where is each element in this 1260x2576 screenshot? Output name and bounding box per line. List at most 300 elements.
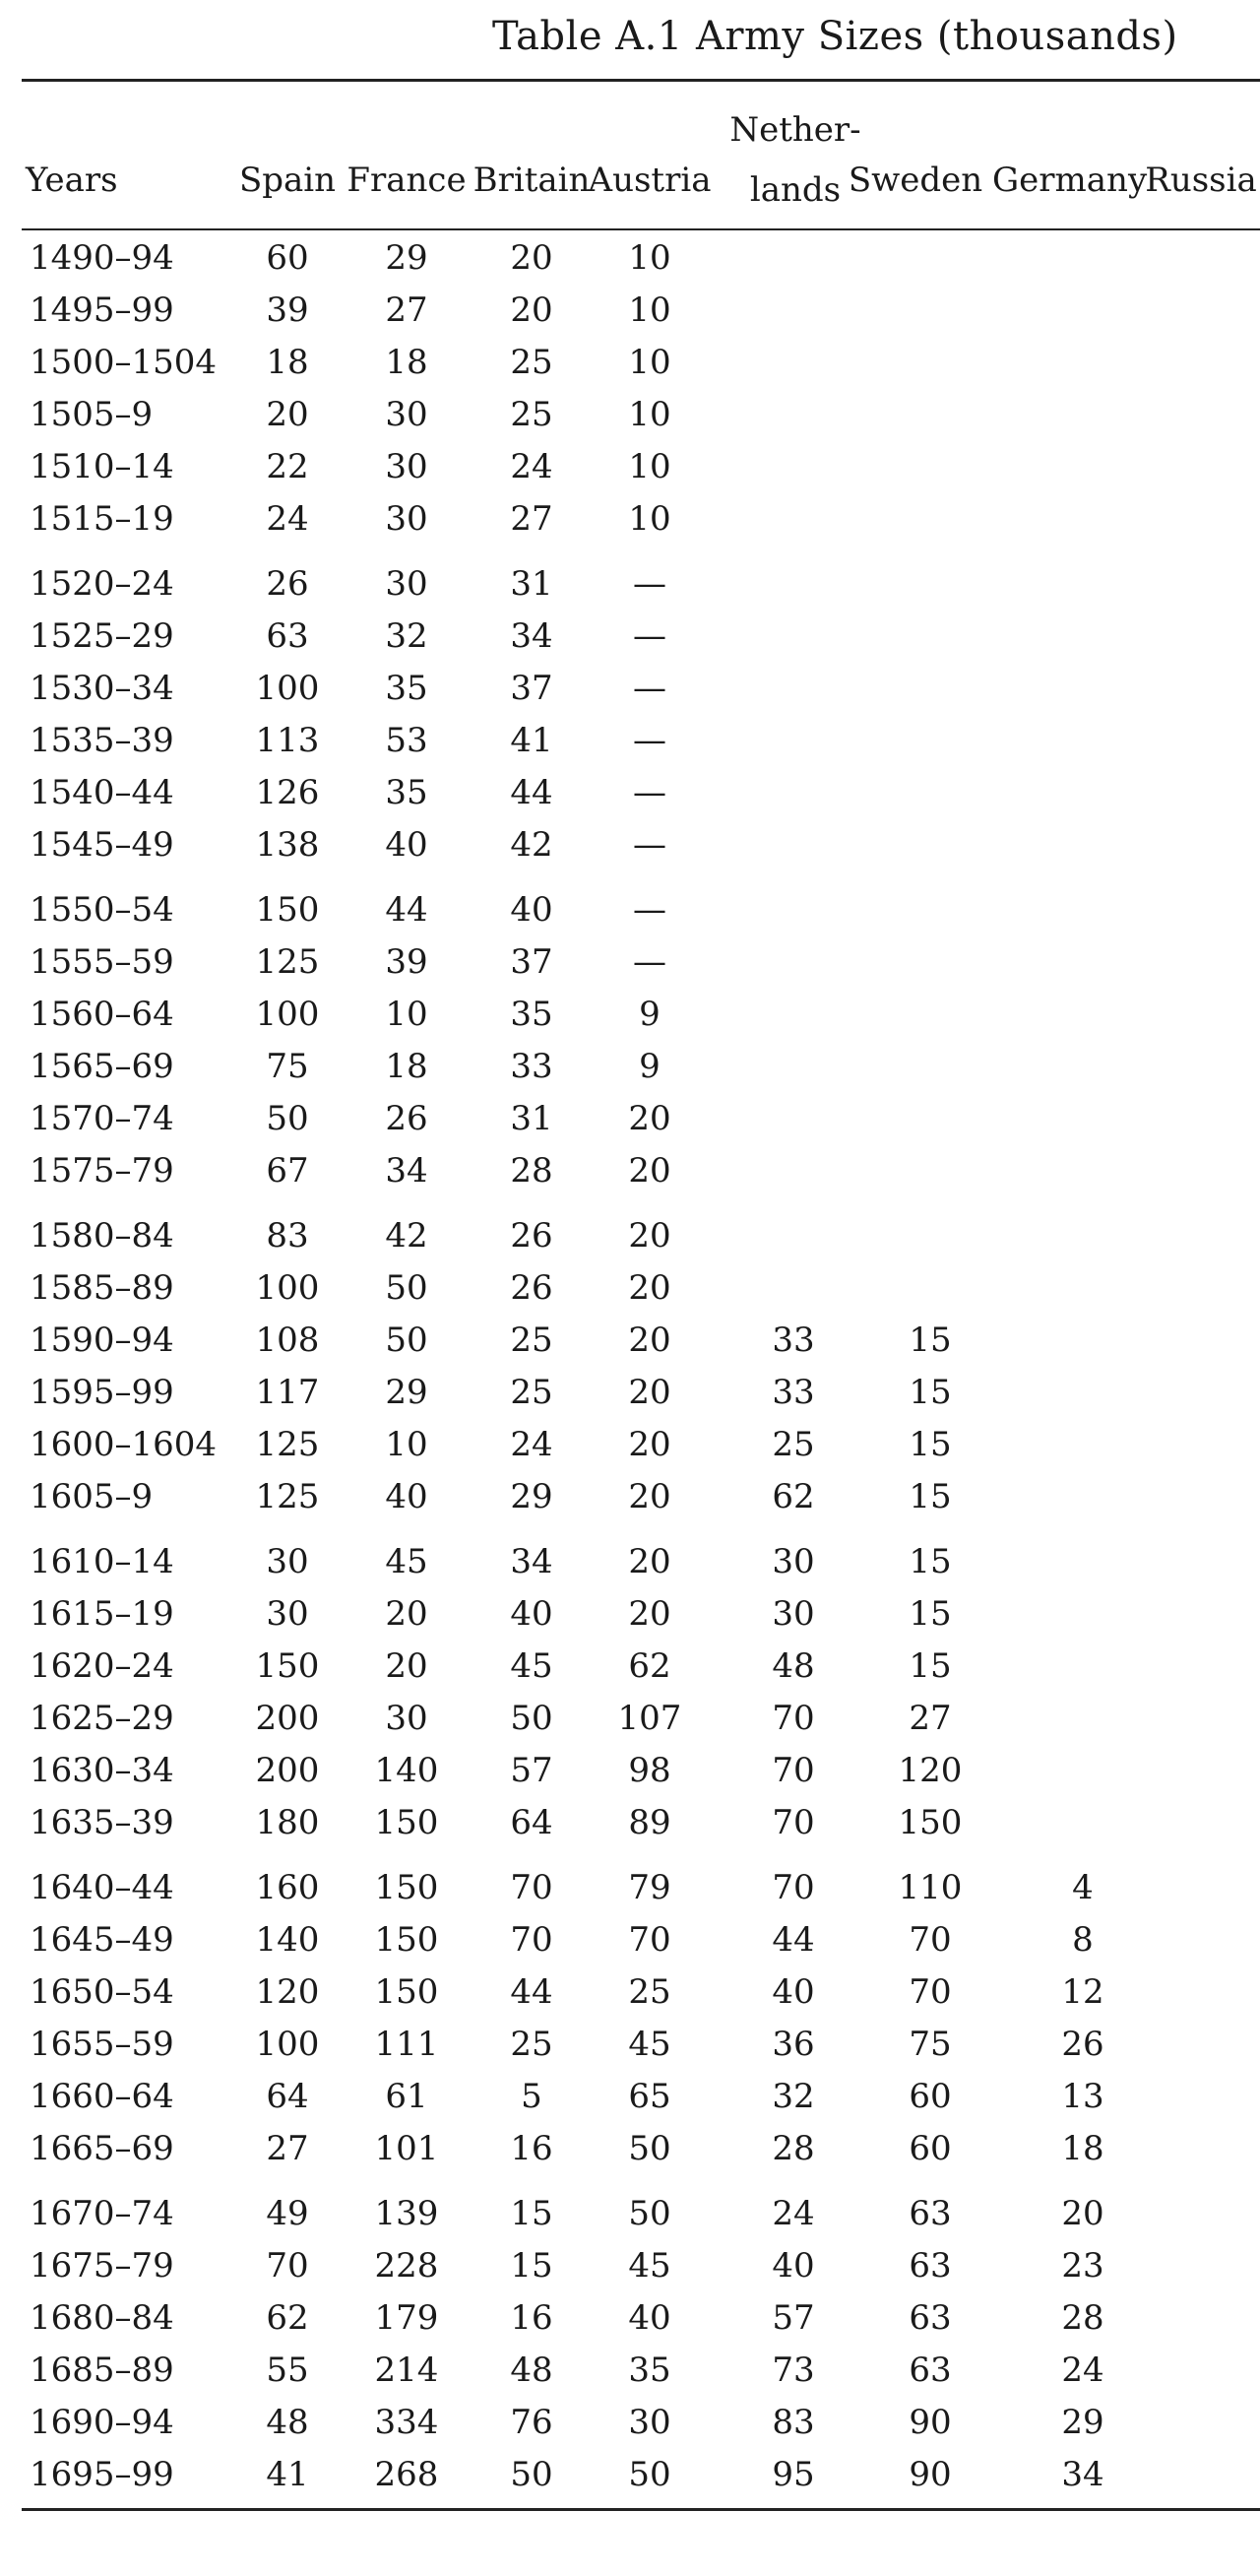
years-cell: 1580–84	[30, 1216, 174, 1256]
austria-cell: 20	[628, 1099, 671, 1138]
britain-cell: 27	[510, 499, 553, 539]
austria-cell: 25	[628, 1972, 671, 2012]
austria-cell: 98	[628, 1751, 671, 1790]
table-row	[0, 1920, 1260, 1967]
france-cell: 268	[374, 2455, 439, 2494]
years-cell: 1625–29	[30, 1699, 174, 1738]
netherlands-cell: 32	[772, 2077, 815, 2116]
france-cell: 29	[385, 1373, 428, 1412]
spain-cell: 50	[266, 1099, 309, 1138]
spain-cell: 27	[266, 2129, 309, 2168]
header-germany: Germany	[992, 161, 1148, 200]
spain-cell: 41	[266, 2455, 309, 2494]
britain-cell: 26	[510, 1216, 553, 1256]
table-row	[0, 564, 1260, 612]
header-sweden: Sweden	[848, 161, 983, 200]
spain-cell: 140	[255, 1920, 320, 1960]
table-row	[0, 1594, 1260, 1642]
years-cell: 1595–99	[30, 1373, 174, 1412]
britain-cell: 48	[510, 2351, 553, 2390]
table-row	[0, 1646, 1260, 1694]
britain-cell: 34	[510, 616, 553, 656]
header-spain: Spain	[238, 161, 337, 200]
years-cell: 1545–49	[30, 825, 174, 865]
netherlands-cell: 70	[772, 1803, 815, 1842]
britain-cell: 5	[521, 2077, 542, 2116]
table-row	[0, 2455, 1260, 2502]
netherlands-cell: 24	[772, 2194, 815, 2233]
years-cell: 1515–19	[30, 499, 174, 539]
years-cell: 1525–29	[30, 616, 174, 656]
britain-cell: 25	[510, 1373, 553, 1412]
netherlands-cell: 62	[772, 1477, 815, 1516]
years-cell: 1565–69	[30, 1047, 174, 1086]
austria-cell: —	[633, 564, 666, 604]
france-cell: 45	[385, 1542, 428, 1581]
sweden-cell: 15	[909, 1477, 952, 1516]
france-cell: 30	[385, 564, 428, 604]
austria-cell: 45	[628, 2025, 671, 2064]
years-cell: 1540–44	[30, 773, 174, 812]
austria-cell: 35	[628, 2351, 671, 2390]
spain-cell: 200	[255, 1699, 320, 1738]
years-cell: 1520–24	[30, 564, 174, 604]
sweden-cell: 63	[909, 2194, 952, 2233]
netherlands-cell: 33	[772, 1320, 815, 1360]
germany-cell: 12	[1061, 1972, 1104, 2012]
netherlands-cell: 30	[772, 1542, 815, 1581]
netherlands-cell: 57	[772, 2298, 815, 2338]
austria-cell: 89	[628, 1803, 671, 1842]
austria-cell: 10	[628, 395, 671, 434]
table-row	[0, 942, 1260, 990]
france-cell: 35	[385, 773, 428, 812]
germany-cell: 34	[1061, 2455, 1104, 2494]
france-cell: 32	[385, 616, 428, 656]
germany-cell: 23	[1061, 2246, 1104, 2286]
sweden-cell: 60	[909, 2077, 952, 2116]
britain-cell: 44	[510, 773, 553, 812]
spain-cell: 62	[266, 2298, 309, 2338]
france-cell: 61	[385, 2077, 428, 2116]
austria-cell: 10	[628, 290, 671, 330]
britain-cell: 50	[510, 1699, 553, 1738]
netherlands-cell: 40	[772, 2246, 815, 2286]
spain-cell: 108	[255, 1320, 320, 1360]
netherlands-cell: 33	[772, 1373, 815, 1412]
spain-cell: 26	[266, 564, 309, 604]
years-cell: 1670–74	[30, 2194, 174, 2233]
spain-cell: 138	[255, 825, 320, 865]
years-cell: 1600–1604	[30, 1425, 218, 1464]
france-cell: 150	[374, 1972, 439, 2012]
spain-cell: 83	[266, 1216, 309, 1256]
france-cell: 150	[374, 1803, 439, 1842]
germany-cell: 13	[1061, 2077, 1104, 2116]
sweden-cell: 15	[909, 1594, 952, 1634]
spain-cell: 24	[266, 499, 309, 539]
austria-cell: —	[633, 825, 666, 865]
years-cell: 1530–34	[30, 669, 174, 708]
spain-cell: 18	[266, 343, 309, 382]
years-cell: 1500–1504	[30, 343, 218, 382]
france-cell: 53	[385, 721, 428, 760]
germany-cell: 24	[1061, 2351, 1104, 2390]
sweden-cell: 15	[909, 1320, 952, 1360]
netherlands-cell: 30	[772, 1594, 815, 1634]
austria-cell: 20	[628, 1594, 671, 1634]
years-cell: 1665–69	[30, 2129, 174, 2168]
france-cell: 18	[385, 343, 428, 382]
france-cell: 150	[374, 1920, 439, 1960]
austria-cell: 70	[628, 1920, 671, 1960]
france-cell: 40	[385, 825, 428, 865]
austria-cell: 20	[628, 1373, 671, 1412]
france-cell: 140	[374, 1751, 439, 1790]
years-cell: 1510–14	[30, 447, 174, 486]
britain-cell: 37	[510, 942, 553, 982]
austria-cell: 50	[628, 2455, 671, 2494]
table-row	[0, 1803, 1260, 1850]
spain-cell: 30	[266, 1542, 309, 1581]
austria-cell: 20	[628, 1216, 671, 1256]
spain-cell: 117	[255, 1373, 320, 1412]
years-cell: 1680–84	[30, 2298, 174, 2338]
austria-cell: 20	[628, 1477, 671, 1516]
britain-cell: 15	[510, 2246, 553, 2286]
table-row	[0, 2246, 1260, 2293]
spain-cell: 70	[266, 2246, 309, 2286]
years-cell: 1590–94	[30, 1320, 174, 1360]
years-cell: 1585–89	[30, 1268, 174, 1308]
britain-cell: 33	[510, 1047, 553, 1086]
sweden-cell: 27	[909, 1699, 952, 1738]
france-cell: 179	[374, 2298, 439, 2338]
britain-cell: 25	[510, 2025, 553, 2064]
germany-cell: 29	[1061, 2403, 1104, 2442]
france-cell: 35	[385, 669, 428, 708]
spain-cell: 55	[266, 2351, 309, 2390]
britain-cell: 40	[510, 1594, 553, 1634]
years-cell: 1560–64	[30, 995, 174, 1034]
spain-cell: 125	[255, 942, 320, 982]
france-cell: 44	[385, 890, 428, 930]
table-row	[0, 825, 1260, 872]
sweden-cell: 90	[909, 2455, 952, 2494]
france-cell: 214	[374, 2351, 439, 2390]
germany-cell: 4	[1072, 1868, 1094, 1907]
years-cell: 1505–9	[30, 395, 154, 434]
britain-cell: 41	[510, 721, 553, 760]
table-row	[0, 890, 1260, 937]
germany-cell: 8	[1072, 1920, 1094, 1960]
bottom-rule	[22, 2508, 1260, 2511]
spain-cell: 30	[266, 1594, 309, 1634]
netherlands-cell: 25	[772, 1425, 815, 1464]
britain-cell: 28	[510, 1151, 553, 1191]
britain-cell: 16	[510, 2129, 553, 2168]
spain-cell: 150	[255, 1646, 320, 1686]
years-cell: 1570–74	[30, 1099, 174, 1138]
spain-cell: 39	[266, 290, 309, 330]
sweden-cell: 63	[909, 2246, 952, 2286]
sweden-cell: 75	[909, 2025, 952, 2064]
france-cell: 50	[385, 1268, 428, 1308]
britain-cell: 25	[510, 1320, 553, 1360]
table-row	[0, 1477, 1260, 1524]
spain-cell: 67	[266, 1151, 309, 1191]
table-row	[0, 1320, 1260, 1368]
years-cell: 1610–14	[30, 1542, 174, 1581]
sweden-cell: 150	[898, 1803, 963, 1842]
austria-cell: —	[633, 616, 666, 656]
netherlands-cell: 28	[772, 2129, 815, 2168]
sweden-cell: 15	[909, 1425, 952, 1464]
austria-cell: 10	[628, 238, 671, 278]
france-cell: 139	[374, 2194, 439, 2233]
britain-cell: 29	[510, 1477, 553, 1516]
britain-cell: 26	[510, 1268, 553, 1308]
spain-cell: 20	[266, 395, 309, 434]
germany-cell: 18	[1061, 2129, 1104, 2168]
table-row	[0, 1268, 1260, 1316]
france-cell: 334	[374, 2403, 439, 2442]
britain-cell: 64	[510, 1803, 553, 1842]
years-cell: 1645–49	[30, 1920, 174, 1960]
sweden-cell: 90	[909, 2403, 952, 2442]
austria-cell: —	[633, 942, 666, 982]
france-cell: 40	[385, 1477, 428, 1516]
netherlands-cell: 70	[772, 1751, 815, 1790]
britain-cell: 42	[510, 825, 553, 865]
austria-cell: 50	[628, 2194, 671, 2233]
britain-cell: 20	[510, 290, 553, 330]
table-row	[0, 721, 1260, 768]
france-cell: 42	[385, 1216, 428, 1256]
header-austria: Austria	[588, 161, 712, 200]
austria-cell: 45	[628, 2246, 671, 2286]
austria-cell: 50	[628, 2129, 671, 2168]
table-row	[0, 669, 1260, 716]
sweden-cell: 15	[909, 1373, 952, 1412]
spain-cell: 49	[266, 2194, 309, 2233]
france-cell: 39	[385, 942, 428, 982]
austria-cell: —	[633, 890, 666, 930]
britain-cell: 70	[510, 1868, 553, 1907]
years-cell: 1615–19	[30, 1594, 174, 1634]
table-row	[0, 447, 1260, 494]
years-cell: 1535–39	[30, 721, 174, 760]
spain-cell: 126	[255, 773, 320, 812]
france-cell: 26	[385, 1099, 428, 1138]
table-title: Table A.1 Army Sizes (thousands)	[492, 14, 1178, 59]
austria-cell: 20	[628, 1425, 671, 1464]
britain-cell: 76	[510, 2403, 553, 2442]
sweden-cell: 63	[909, 2351, 952, 2390]
britain-cell: 31	[510, 1099, 553, 1138]
austria-cell: 79	[628, 1868, 671, 1907]
france-cell: 101	[374, 2129, 439, 2168]
austria-cell: —	[633, 721, 666, 760]
spain-cell: 100	[255, 1268, 320, 1308]
britain-cell: 40	[510, 890, 553, 930]
britain-cell: 50	[510, 2455, 553, 2494]
table-row	[0, 343, 1260, 390]
spain-cell: 125	[255, 1477, 320, 1516]
years-cell: 1630–34	[30, 1751, 174, 1790]
sweden-cell: 15	[909, 1542, 952, 1581]
austria-cell: 20	[628, 1542, 671, 1581]
table-row	[0, 2129, 1260, 2176]
years-cell: 1605–9	[30, 1477, 154, 1516]
austria-cell: —	[633, 773, 666, 812]
netherlands-cell: 36	[772, 2025, 815, 2064]
years-cell: 1675–79	[30, 2246, 174, 2286]
spain-cell: 100	[255, 669, 320, 708]
spain-cell: 100	[255, 2025, 320, 2064]
table-row	[0, 1373, 1260, 1420]
france-cell: 27	[385, 290, 428, 330]
france-cell: 10	[385, 995, 428, 1034]
table-row	[0, 2077, 1260, 2124]
netherlands-cell: 83	[772, 2403, 815, 2442]
years-cell: 1690–94	[30, 2403, 174, 2442]
germany-cell: 26	[1061, 2025, 1104, 2064]
table-row	[0, 499, 1260, 547]
netherlands-cell: 44	[772, 1920, 815, 1960]
table-row	[0, 1151, 1260, 1198]
table-row	[0, 1868, 1260, 1915]
britain-cell: 44	[510, 1972, 553, 2012]
france-cell: 29	[385, 238, 428, 278]
austria-cell: 40	[628, 2298, 671, 2338]
table-row	[0, 1047, 1260, 1094]
france-cell: 30	[385, 499, 428, 539]
france-cell: 30	[385, 447, 428, 486]
netherlands-cell: 48	[772, 1646, 815, 1686]
austria-cell: 20	[628, 1268, 671, 1308]
spain-cell: 63	[266, 616, 309, 656]
germany-cell: 28	[1061, 2298, 1104, 2338]
britain-cell: 20	[510, 238, 553, 278]
france-cell: 30	[385, 395, 428, 434]
spain-cell: 150	[255, 890, 320, 930]
austria-cell: 20	[628, 1320, 671, 1360]
table-row	[0, 1751, 1260, 1798]
france-cell: 150	[374, 1868, 439, 1907]
austria-cell: —	[633, 669, 666, 708]
table-row	[0, 1542, 1260, 1589]
netherlands-cell: 40	[772, 1972, 815, 2012]
table-row	[0, 2194, 1260, 2241]
sweden-cell: 110	[898, 1868, 963, 1907]
britain-cell: 70	[510, 1920, 553, 1960]
france-cell: 228	[374, 2246, 439, 2286]
years-cell: 1640–44	[30, 1868, 174, 1907]
france-cell: 20	[385, 1594, 428, 1634]
sweden-cell: 120	[898, 1751, 963, 1790]
table-row	[0, 773, 1260, 820]
britain-cell: 25	[510, 343, 553, 382]
spain-cell: 64	[266, 2077, 309, 2116]
germany-cell: 20	[1061, 2194, 1104, 2233]
years-cell: 1650–54	[30, 1972, 174, 2012]
spain-cell: 113	[255, 721, 320, 760]
years-cell: 1620–24	[30, 1646, 174, 1686]
sweden-cell: 70	[909, 1972, 952, 2012]
years-cell: 1660–64	[30, 2077, 174, 2116]
austria-cell: 10	[628, 499, 671, 539]
table-row	[0, 995, 1260, 1042]
header-russia: Russia	[1145, 161, 1257, 200]
years-cell: 1550–54	[30, 890, 174, 930]
france-cell: 30	[385, 1699, 428, 1738]
years-cell: 1495–99	[30, 290, 174, 330]
table-row	[0, 1099, 1260, 1146]
austria-cell: 20	[628, 1151, 671, 1191]
spain-cell: 75	[266, 1047, 309, 1086]
austria-cell: 62	[628, 1646, 671, 1686]
years-cell: 1685–89	[30, 2351, 174, 2390]
france-cell: 10	[385, 1425, 428, 1464]
sweden-cell: 60	[909, 2129, 952, 2168]
sweden-cell: 15	[909, 1646, 952, 1686]
britain-cell: 24	[510, 447, 553, 486]
netherlands-cell: 70	[772, 1699, 815, 1738]
sweden-cell: 70	[909, 1920, 952, 1960]
france-cell: 18	[385, 1047, 428, 1086]
france-cell: 111	[374, 2025, 439, 2064]
spain-cell: 180	[255, 1803, 320, 1842]
austria-cell: 10	[628, 343, 671, 382]
table-row	[0, 2025, 1260, 2072]
britain-cell: 24	[510, 1425, 553, 1464]
france-cell: 50	[385, 1320, 428, 1360]
austria-cell: 9	[639, 995, 661, 1034]
britain-cell: 15	[510, 2194, 553, 2233]
table-row	[0, 1699, 1260, 1746]
years-cell: 1695–99	[30, 2455, 174, 2494]
austria-cell: 65	[628, 2077, 671, 2116]
spain-cell: 100	[255, 995, 320, 1034]
spain-cell: 22	[266, 447, 309, 486]
spain-cell: 60	[266, 238, 309, 278]
spain-cell: 48	[266, 2403, 309, 2442]
years-cell: 1655–59	[30, 2025, 174, 2064]
header-netherlands-line2: lands	[749, 170, 842, 210]
britain-cell: 16	[510, 2298, 553, 2338]
table-row	[0, 238, 1260, 286]
table-row	[0, 1216, 1260, 1263]
france-cell: 34	[385, 1151, 428, 1191]
years-cell: 1635–39	[30, 1803, 174, 1842]
austria-cell: 9	[639, 1047, 661, 1086]
austria-cell: 10	[628, 447, 671, 486]
britain-cell: 25	[510, 395, 553, 434]
years-cell: 1575–79	[30, 1151, 174, 1191]
britain-cell: 34	[510, 1542, 553, 1581]
austria-cell: 107	[617, 1699, 682, 1738]
table-row	[0, 395, 1260, 442]
britain-cell: 37	[510, 669, 553, 708]
header-years: Years	[26, 161, 118, 200]
austria-cell: 30	[628, 2403, 671, 2442]
britain-cell: 35	[510, 995, 553, 1034]
table-row	[0, 616, 1260, 664]
britain-cell: 45	[510, 1646, 553, 1686]
spain-cell: 120	[255, 1972, 320, 2012]
spain-cell: 200	[255, 1751, 320, 1790]
